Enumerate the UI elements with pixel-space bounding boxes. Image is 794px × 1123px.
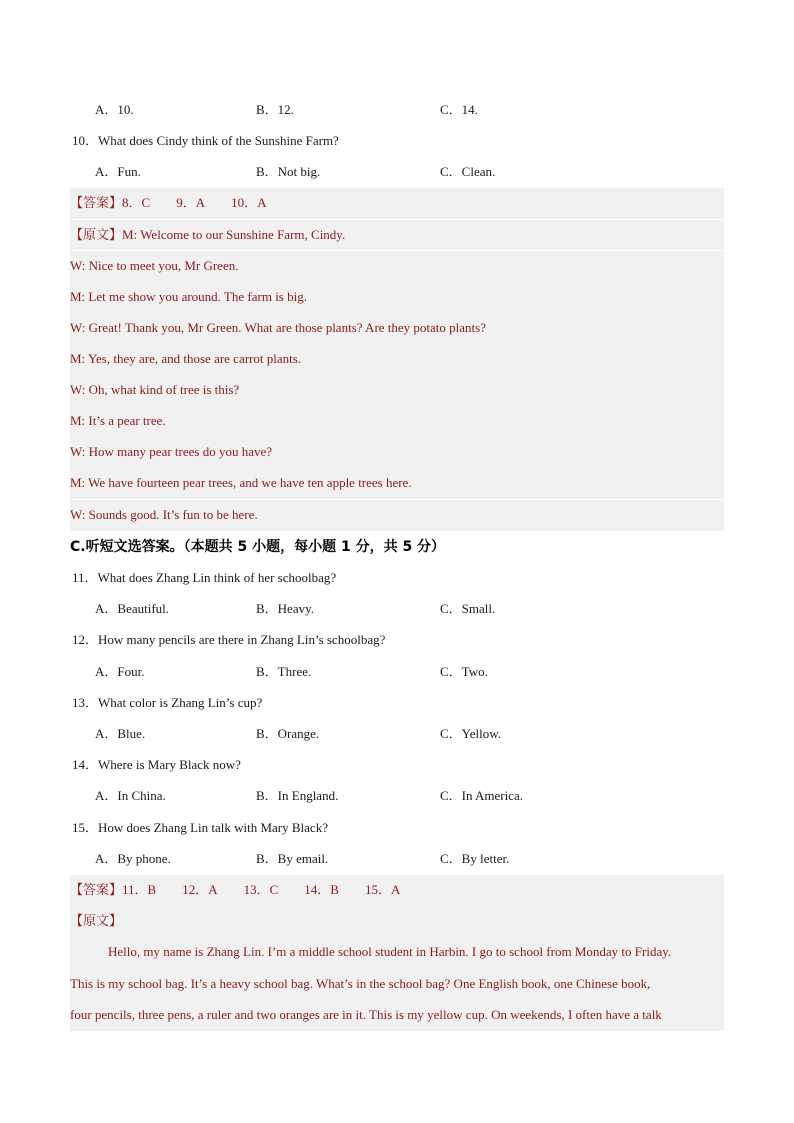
transcript-label: 【原文】 (70, 228, 123, 243)
option-c: C．14. (440, 102, 478, 117)
q14-options (70, 781, 724, 811)
transcript-line (70, 468, 724, 500)
transcript-line (70, 406, 724, 438)
transcript-text: M: Yes, they are, and those are carrot plants. (70, 351, 302, 366)
transcript-2-label-row (70, 906, 724, 938)
q15-question (70, 813, 724, 843)
transcript-line (70, 437, 724, 469)
transcript-text: W: Great! Thank you, Mr Green. What are those plants? Are they potato plants? (70, 320, 486, 335)
option-b: B．Not big. (256, 164, 321, 179)
section-c-heading (70, 532, 724, 562)
answer-label: 【答案】 (70, 883, 123, 898)
q11-question (70, 563, 724, 593)
transcript-text: W: Sounds good. It’s fun to be here. (70, 507, 258, 522)
transcript-text: W: Nice to meet you, Mr Green. (70, 258, 239, 273)
option-b: B．In England. (256, 788, 339, 803)
question-text: 15．How does Zhang Lin talk with Mary Black? (72, 820, 328, 835)
transcript-paragraph-line (70, 937, 724, 970)
transcript-line (70, 500, 724, 531)
answer-block-2 (70, 875, 724, 907)
transcript-line (70, 220, 724, 251)
answer-item: 11．B (122, 882, 157, 897)
q12-question (70, 625, 724, 655)
q9-options (70, 95, 724, 125)
transcript-text: W: Oh, what kind of tree is this? (70, 382, 240, 397)
option-a: A．Four. (95, 664, 145, 679)
answer-item: 13．C (243, 882, 279, 897)
question-text: 10．What does Cindy think of the Sunshine Farm? (72, 133, 339, 148)
option-a: A．Beautiful. (95, 601, 170, 616)
transcript-text: This is my school bag. It’s a heavy school bag. What’s in the school bag? One English book, one Chinese book, (70, 976, 651, 991)
answer-item: 9．A (176, 195, 206, 210)
transcript-line (70, 313, 724, 345)
option-c: C．By letter. (440, 851, 510, 866)
option-c: C．Two. (440, 664, 488, 679)
transcript-label: 【原文】 (70, 914, 123, 929)
q15-options (70, 844, 724, 874)
transcript-text: Hello, my name is Zhang Lin. I’m a middle school student in Harbin. I go to school from Monday to Friday. (108, 944, 672, 959)
option-b: B．Three. (256, 664, 312, 679)
option-c: C．Clean. (440, 164, 496, 179)
question-text: 13．What color is Zhang Lin’s cup? (72, 695, 263, 710)
question-text: 11．What does Zhang Lin think of her schoolbag? (72, 570, 337, 585)
option-a: A．In China. (95, 788, 166, 803)
transcript-text: M: We have fourteen pear trees, and we have ten apple trees here. (70, 475, 412, 490)
transcript-text: M: Let me show you around. The farm is big. (70, 289, 307, 304)
answer-item: 12．A (182, 882, 218, 897)
transcript-text: M: Welcome to our Sunshine Farm, Cindy. (122, 227, 346, 242)
transcript-text: W: How many pear trees do you have? (70, 444, 273, 459)
option-b: B．Heavy. (256, 601, 315, 616)
option-c: C．Yellow. (440, 726, 502, 741)
option-a: A．10. (95, 102, 134, 117)
transcript-text: M: It’s a pear tree. (70, 413, 166, 428)
transcript-line (70, 251, 724, 283)
option-a: A．Fun. (95, 164, 141, 179)
answer-item: 15．A (364, 882, 401, 897)
transcript-text: four pencils, three pens, a ruler and two oranges are in it. This is my yellow cup. On weekends, I often have a talk (70, 1007, 662, 1022)
answer-item: 8．C (122, 195, 151, 210)
question-text: 12．How many pencils are there in Zhang Lin’s schoolbag? (72, 632, 386, 647)
q13-options (70, 719, 724, 749)
transcript-paragraph-line (70, 1000, 724, 1031)
q14-question (70, 750, 724, 780)
q11-options (70, 594, 724, 624)
question-text: 14．Where is Mary Black now? (72, 757, 241, 772)
option-b: B．By email. (256, 851, 329, 866)
q10-options (70, 157, 724, 187)
option-a: A．Blue. (95, 726, 146, 741)
transcript-line (70, 344, 724, 376)
answer-label: 【答案】 (70, 196, 123, 211)
answer-item: 10．A (231, 195, 267, 210)
option-a: A．By phone. (95, 851, 171, 866)
q13-question (70, 688, 724, 718)
option-c: C．In America. (440, 788, 524, 803)
transcript-paragraph-line (70, 969, 724, 1001)
option-b: B．12. (256, 102, 294, 117)
option-c: C．Small. (440, 601, 496, 616)
answer-block-1 (70, 188, 724, 220)
answer-item: 14．B (304, 882, 339, 897)
option-b: B．Orange. (256, 726, 320, 741)
q10-question (70, 126, 724, 156)
q12-options (70, 657, 724, 687)
transcript-line (70, 375, 724, 407)
transcript-line (70, 282, 724, 314)
section-title: C.听短文选答案。（本题共 5 小题，每小题 1 分，共 5 分） (70, 539, 446, 555)
